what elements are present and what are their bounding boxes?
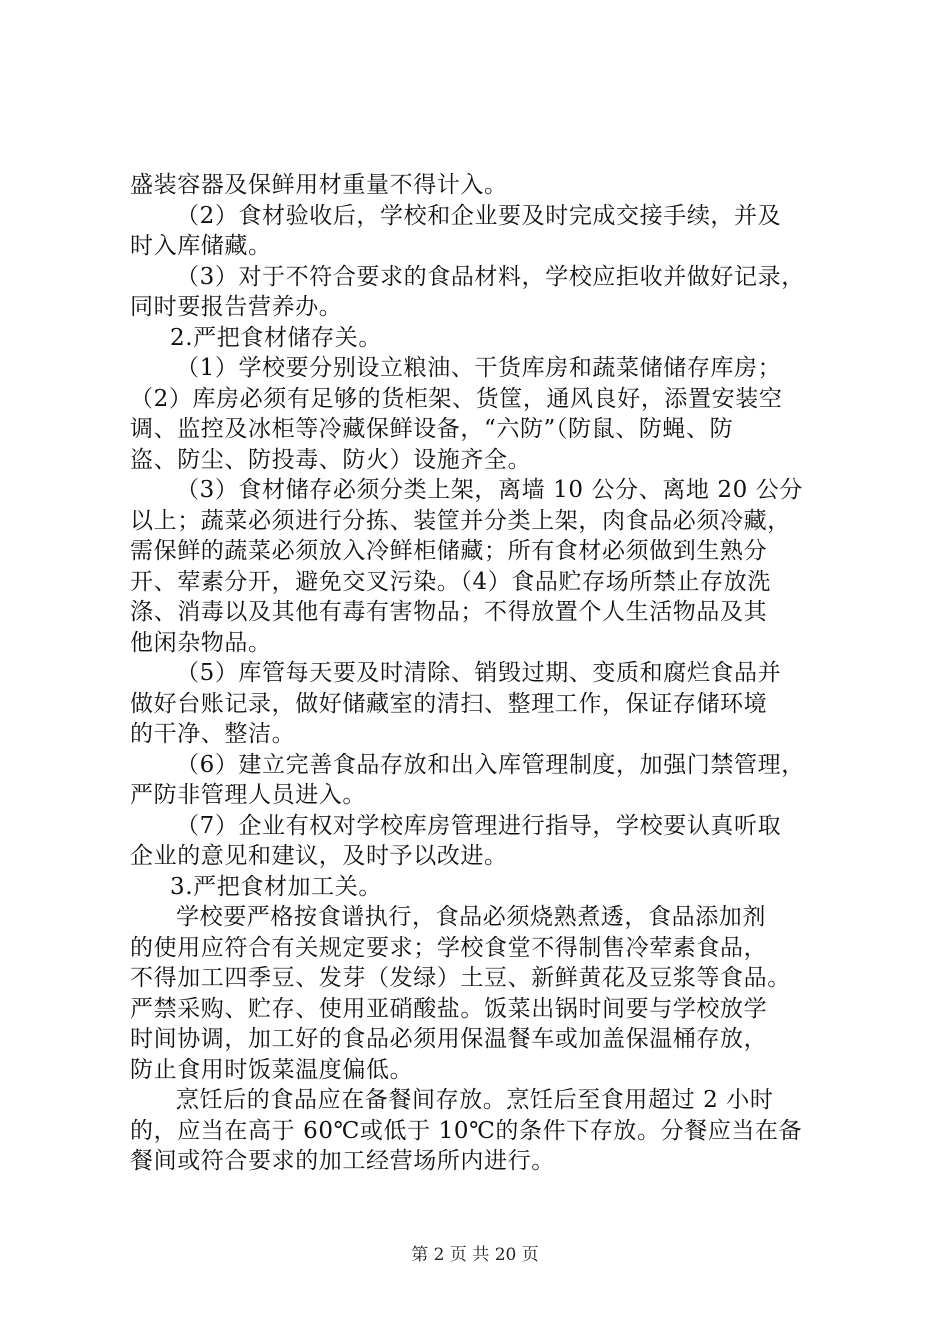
- text-line: 企业的意见和建议，及时予以改进。: [130, 843, 508, 869]
- text-line: 做好台账记录，做好储藏室的清扫、整理工作，保证存储环境: [130, 690, 768, 717]
- text-line: （5）库管每天要及时清除、销毁过期、变质和腐烂食品并: [176, 660, 782, 686]
- text-line: 开、荤素分开，避免交叉污染。（4）食品贮存场所禁止存放洗: [130, 568, 771, 595]
- text-line: （1）学校要分别设立粮油、干货库房和蔬菜储储存库房；: [176, 355, 782, 381]
- text-line: 严防非管理人员进入。: [130, 782, 366, 808]
- text-line: 同时要报告营养办。: [130, 294, 343, 320]
- text-line: 时间协调，加工好的食品必须用保温餐车或加盖保温桶存放，: [130, 1026, 768, 1052]
- section-heading: 2.严把食材储存关。: [170, 324, 382, 351]
- text-line: 餐间或符合要求的加工经营场所内进行。: [130, 1148, 555, 1174]
- text-line: （2）库房必须有足够的货柜架、货筐，通风良好，添置安装空: [130, 385, 783, 412]
- text-line: 烹饪后的食品应在备餐间存放。烹饪后至食用超过 2 小时: [176, 1087, 774, 1113]
- text-line: （2）食材验收后，学校和企业要及时完成交接手续，并及: [176, 202, 782, 229]
- text-line: （3）对于不符合要求的食品材料，学校应拒收并做好记录，: [176, 263, 805, 290]
- text-line: 他闲杂物品。: [130, 629, 272, 656]
- text-line: 防止食用时饭菜温度偏低。: [130, 1056, 414, 1083]
- section-heading: 3.严把食材加工关。: [170, 873, 382, 900]
- text-line: 调、监控及冰柜等冷藏保鲜设备，“六防”（防鼠、防蝇、防: [130, 416, 734, 442]
- document-body: [130, 170, 830, 1177]
- text-line: （6）建立完善食品存放和出入库管理制度，加强门禁管理，: [176, 751, 805, 778]
- text-line: 时入库储藏。: [130, 233, 272, 259]
- text-line: 涤、消毒以及其他有毒有害物品；不得放置个人生活物品及其: [130, 599, 768, 625]
- text-line: 的干净、整洁。: [130, 721, 296, 747]
- text-line: 的，应当在高于 60℃或低于 10℃的条件下存放。分餐应当在备: [130, 1117, 803, 1144]
- text-line: 不得加工四季豆、发芽（发绿）土豆、新鲜黄花及豆浆等食品。: [130, 965, 791, 991]
- text-line: 的使用应符合有关规定要求；学校食堂不得制售冷荤素食品，: [130, 934, 768, 961]
- text-line: 学校要严格按食谱执行，食品必须烧熟煮透，食品添加剂: [176, 904, 766, 930]
- text-line: 盛装容器及保鲜用材重量不得计入。: [130, 172, 508, 198]
- text-line: 盗、防尘、防投毒、防火）设施齐全。: [130, 446, 532, 473]
- text-line: 严禁采购、贮存、使用亚硝酸盐。饭菜出锅时间要与学校放学: [130, 995, 768, 1022]
- text-line: （3）食材储存必须分类上架，离墙 10 公分、离地 20 公分: [176, 477, 804, 503]
- text-line: 需保鲜的蔬菜必须放入冷鲜柜储藏；所有食材必须做到生熟分: [130, 538, 768, 564]
- text-line: （7）企业有权对学校库房管理进行指导，学校要认真听取: [176, 812, 782, 839]
- text-line: 以上；蔬菜必须进行分拣、装筐并分类上架，肉食品必须冷藏，: [130, 507, 791, 534]
- page-number-footer: 第 2 页 共 20 页: [411, 1245, 539, 1265]
